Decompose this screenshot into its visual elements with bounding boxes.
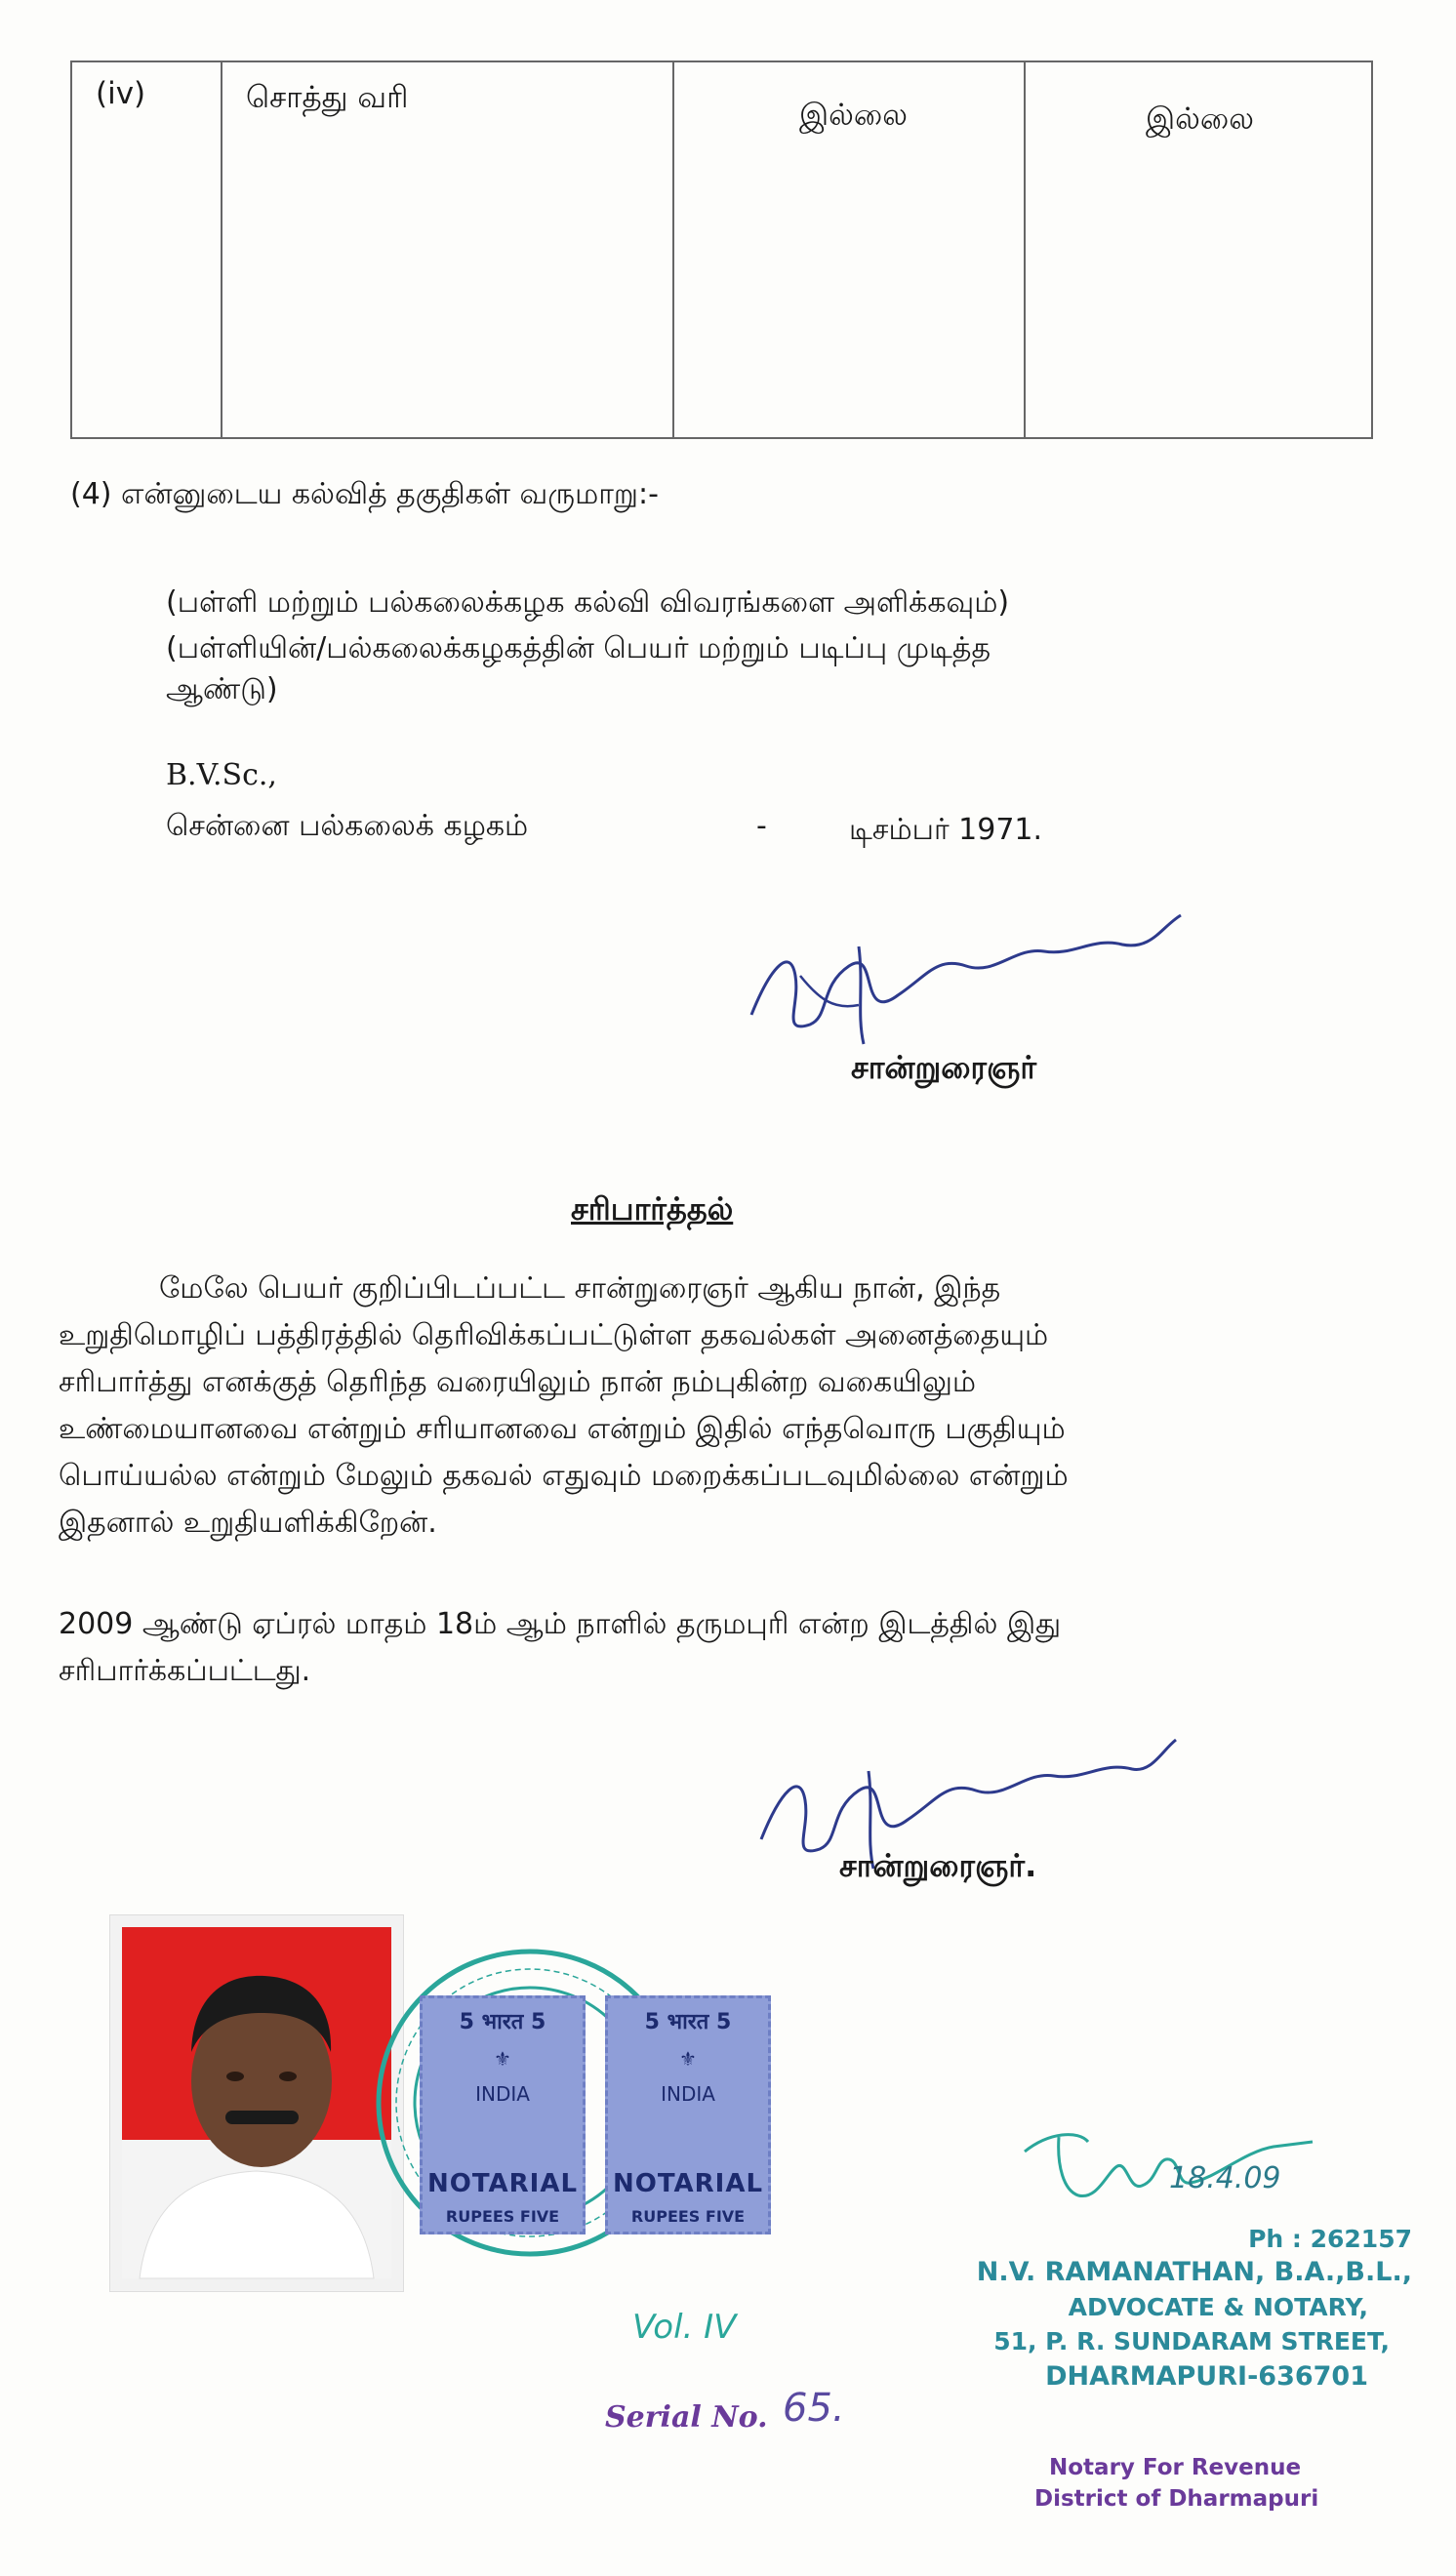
stamp-country: INDIA	[475, 2082, 530, 2106]
notary-address: 51, P. R. SUNDARAM STREET,	[993, 2327, 1390, 2355]
emblem-icon: ⚜	[679, 2047, 697, 2071]
applicant-photo	[109, 1914, 404, 2292]
separator-dash: -	[756, 809, 767, 843]
table-divider	[1024, 62, 1026, 437]
table-divider	[221, 62, 222, 437]
degree: B.V.Sc.,	[166, 758, 277, 792]
emblem-icon: ⚜	[494, 2047, 511, 2071]
stamp-value: RUPEES FIVE	[630, 2207, 746, 2226]
table-divider	[672, 62, 674, 437]
verification-date-line: 2009 ஆண்டு ஏப்ரல் மாதம் 18ம் ஆம் நாளில் தருமபுரி என்ற இடத்தில் இது	[59, 1607, 1062, 1641]
verification-line: இதனால் உறுதியளிக்கிறேன்.	[59, 1506, 437, 1540]
row-value-col3: இல்லை	[799, 98, 908, 133]
serial-number: 65.	[783, 2386, 845, 2431]
serial-label: Serial No.	[605, 2400, 768, 2435]
education-note-2: (பள்ளியின்/பல்கலைக்கழகத்தின் பெயர் மற்றும் படிப்பு முடித்த	[166, 631, 991, 665]
assets-table	[70, 60, 1373, 439]
verification-line: பொய்யல்ல என்றும் மேலும் தகவல் எதுவும் மறைக்கப்படவுமில்லை என்றும்	[59, 1459, 1069, 1493]
row-value-col4: இல்லை	[1146, 101, 1254, 137]
verification-line: மேலே பெயர் குறிப்பிடப்பட்ட சான்றுரைஞர் ஆகிய நான், இந்த	[159, 1271, 1001, 1306]
register-volume: Vol. IV	[632, 2308, 737, 2347]
completion-date: டிசம்பர் 1971.	[849, 813, 1043, 847]
signature-label: சான்றுரைஞர்	[851, 1049, 1037, 1086]
education-heading: (4) என்னுடைய கல்வித் தகுதிகள் வருமாறு:-	[70, 477, 659, 511]
education-note-1: (பள்ளி மற்றும் பல்கலைக்கழக கல்வி விவரங்களை அளிக்கவும்)	[166, 585, 1010, 620]
signature-scribble	[742, 907, 1191, 1064]
notary-city: DHARMAPURI-636701	[1045, 2361, 1368, 2392]
notary-title: ADVOCATE & NOTARY,	[1068, 2293, 1368, 2321]
notary-name: N.V. RAMANATHAN, B.A.,B.L.,	[976, 2257, 1412, 2287]
stamp-value: RUPEES FIVE	[445, 2207, 560, 2226]
notary-phone: Ph : 262157	[1248, 2225, 1412, 2253]
stamp-notarial: NOTARIAL	[426, 2169, 579, 2198]
stamp-top: 5 भारत 5	[644, 2010, 732, 2034]
revenue-stamp	[420, 1995, 586, 2234]
verification-date-line: சரிபார்க்கப்பட்டது.	[59, 1654, 311, 1688]
education-note-3: ஆண்டு)	[166, 672, 278, 706]
jurisdiction-1: Notary For Revenue	[1049, 2455, 1302, 2480]
row-index: (iv)	[96, 76, 146, 111]
stamp-notarial: NOTARIAL	[612, 2169, 764, 2198]
revenue-stamp	[605, 1995, 771, 2234]
verification-title: சரிபார்த்தல்	[571, 1190, 734, 1228]
verification-line: சரிபார்த்து எனக்குத் தெரிந்த வரையிலும் நான் நம்புகின்ற வகையிலும்	[59, 1365, 977, 1399]
row-item: சொத்து வரி	[246, 80, 409, 115]
stamp-country: INDIA	[661, 2082, 715, 2106]
verification-line: உறுதிமொழிப் பத்திரத்தில் தெரிவிக்கப்பட்டுள்ள தகவல்கள் அனைத்தையும்	[59, 1318, 1049, 1352]
signature-label: சான்றுரைஞர்.	[839, 1847, 1037, 1884]
jurisdiction-2: District of Dharmapuri	[1034, 2486, 1319, 2512]
notary-sign-date: 18.4.09	[1169, 2161, 1281, 2195]
university: சென்னை பல்கலைக் கழகம்	[166, 809, 529, 843]
stamp-top: 5 भारत 5	[459, 2010, 546, 2034]
verification-line: உண்மையானவை என்றும் சரியானவை என்றும் இதில் எந்தவொரு பகுதியும்	[59, 1412, 1066, 1446]
portrait-illustration	[110, 1915, 403, 2291]
